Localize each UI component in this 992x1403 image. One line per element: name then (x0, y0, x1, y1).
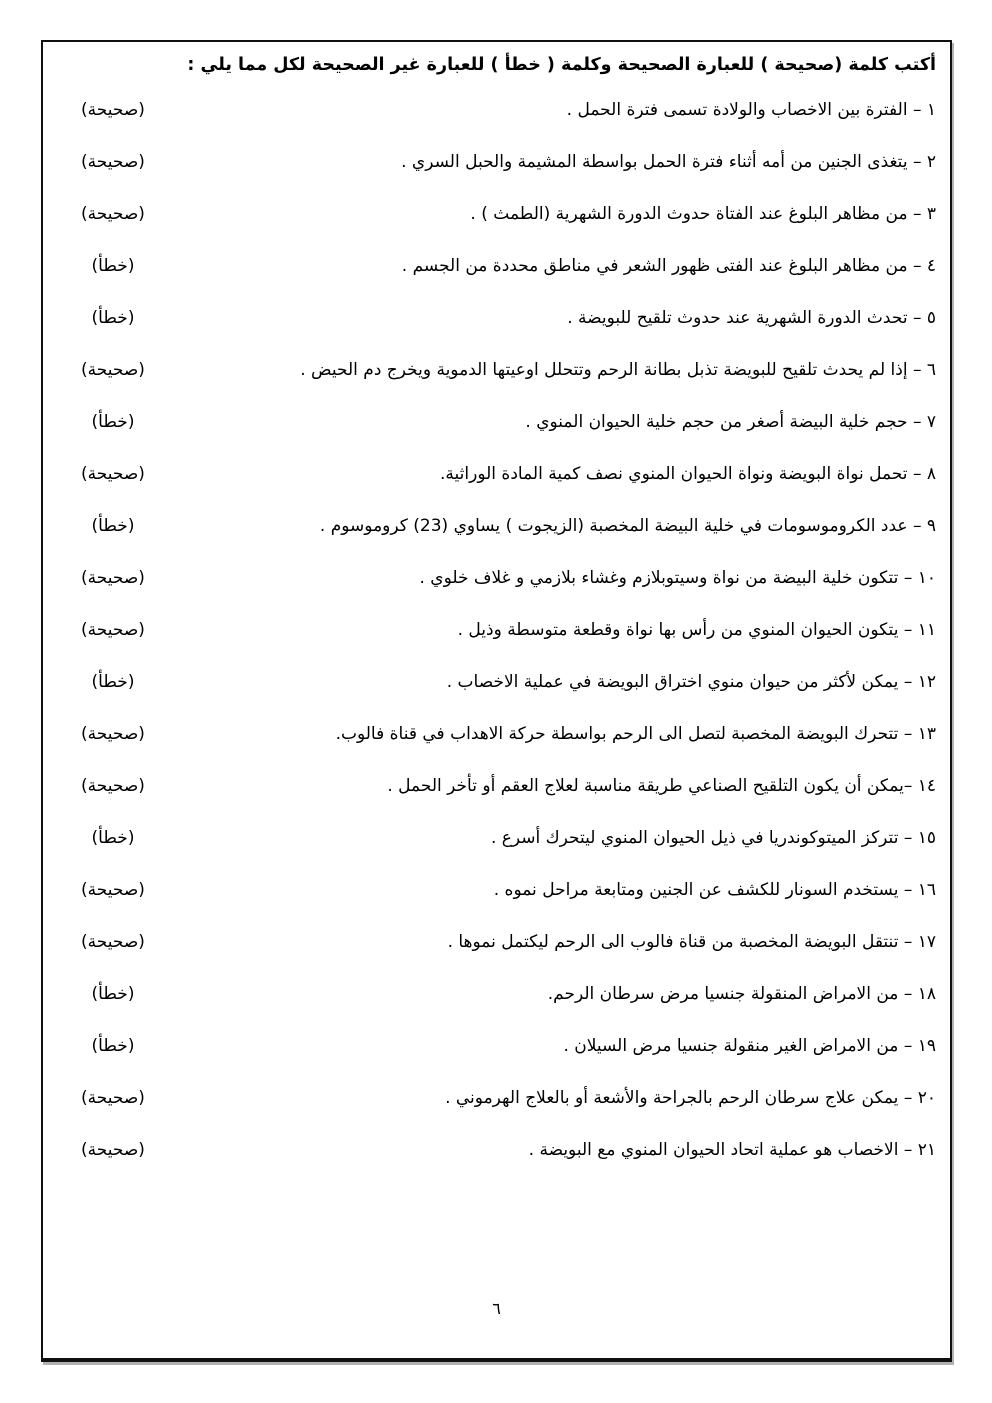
statement-row (57, 916, 936, 968)
statement-row (57, 604, 936, 656)
statement-row (57, 344, 936, 396)
answer-label: (صحيحة) (81, 620, 145, 640)
statement-row (57, 1124, 936, 1176)
answer-label: (صحيحة) (81, 776, 145, 796)
statement-row (57, 136, 936, 188)
page-number: ٦ (492, 1299, 501, 1318)
statement-row (57, 656, 936, 708)
answer-label: (صحيحة) (81, 568, 145, 588)
statement-row (57, 188, 936, 240)
answer-label: (صحيحة) (81, 724, 145, 744)
statement-row (57, 396, 936, 448)
statement-text: ١٢ – يمكن لأكثر من حيوان منوي اختراق البويضة في عملية الاخصاب . (446, 672, 936, 692)
answer-label: (صحيحة) (81, 204, 145, 224)
statement-row (57, 864, 936, 916)
statement-text: ١ – الفترة بين الاخصاب والولادة تسمى فترة الحمل . (566, 100, 936, 120)
answer-label: (خطأ) (91, 984, 135, 1004)
statement-row (57, 552, 936, 604)
answer-label: (خطأ) (91, 516, 135, 536)
statement-row (57, 292, 936, 344)
statement-text: ١٨ – من الامراض المنقولة جنسيا مرض سرطان الرحم. (547, 984, 936, 1004)
statement-row (57, 448, 936, 500)
answer-label: (صحيحة) (81, 100, 145, 120)
statement-text: ١٥ – تتركز الميتوكوندريا في ذيل الحيوان المنوي ليتحرك أسرع . (490, 828, 936, 848)
statement-text: ٥ – تحدث الدورة الشهرية عند حدوث تلقيح للبويضة . (567, 308, 936, 328)
answer-label: (صحيحة) (81, 880, 145, 900)
statement-text: ١٤ –يمكن أن يكون التلقيح الصناعي طريقة مناسبة لعلاج العقم أو تأخر الحمل . (387, 776, 936, 796)
answer-label: (خطأ) (91, 412, 135, 432)
answer-label: (خطأ) (91, 1036, 135, 1056)
statement-row (57, 240, 936, 292)
statement-text: ٢ – يتغذى الجنين من أمه أثناء فترة الحمل بواسطة المشيمة والحبل السري . (401, 152, 936, 172)
statement-text: ٨ – تحمل نواة البويضة ونواة الحيوان المنوي نصف كمية المادة الوراثية. (440, 464, 936, 484)
statement-text: ٢٠ – يمكن علاج سرطان الرحم بالجراحة والأشعة أو بالعلاج الهرموني . (445, 1088, 936, 1108)
answer-label: (صحيحة) (81, 360, 145, 380)
statement-text: ١٠ – تتكون خلية البيضة من نواة وسيتوبلازم وغشاء بلازمي و غلاف خلوي . (419, 568, 936, 588)
statement-row (57, 812, 936, 864)
answer-label: (خطأ) (91, 256, 135, 276)
answer-label: (صحيحة) (81, 932, 145, 952)
statement-text: ٤ – من مظاهر البلوغ عند الفتى ظهور الشعر في مناطق محددة من الجسم . (401, 256, 936, 276)
answer-label: (خطأ) (91, 672, 135, 692)
answer-label: (صحيحة) (81, 1088, 145, 1108)
answer-label: (صحيحة) (81, 1140, 145, 1160)
answer-label: (خطأ) (91, 828, 135, 848)
worksheet-border-frame (41, 40, 952, 1362)
statement-text: ١١ – يتكون الحيوان المنوي من رأس بها نواة وقطعة متوسطة وذيل . (457, 620, 936, 640)
statement-row (57, 968, 936, 1020)
statement-text: ٦ – إذا لم يحدث تلقيح للبويضة تذبل بطانة الرحم وتتحلل اوعيتها الدموية ويخرج دم الحيض . (300, 360, 936, 380)
statement-row (57, 1020, 936, 1072)
answer-label: (خطأ) (91, 308, 135, 328)
instructions-heading: أكتب كلمة (صحيحة ) للعبارة الصحيحة وكلمة ( خطأ ) للعبارة غير الصحيحة لكل مما يلي : (187, 55, 936, 75)
statement-row (57, 760, 936, 812)
statement-text: ١٧ – تنتقل البويضة المخصبة من قناة فالوب الى الرحم ليكتمل نموها . (447, 932, 936, 952)
answer-label: (صحيحة) (81, 464, 145, 484)
statement-text: ١٣ – تتحرك البويضة المخصبة لتصل الى الرحم بواسطة حركة الاهداب في قناة فالوب. (335, 724, 936, 744)
statement-row (57, 84, 936, 136)
statement-text: ٣ – من مظاهر البلوغ عند الفتاة حدوث الدورة الشهرية (الطمث ) . (470, 204, 936, 224)
statement-row (57, 708, 936, 760)
statement-text: ١٩ – من الامراض الغير منقولة جنسيا مرض السيلان . (563, 1036, 936, 1056)
answer-label: (صحيحة) (81, 152, 145, 172)
statement-text: ١٦ – يستخدم السونار للكشف عن الجنين ومتابعة مراحل نموه . (493, 880, 936, 900)
statement-text: ٢١ – الاخصاب هو عملية اتحاد الحيوان المنوي مع البويضة . (528, 1140, 936, 1160)
statement-text: ٩ – عدد الكروموسومات في خلية البيضة المخصبة (الزيجوت ) يساوي (23) كروموسوم . (319, 516, 936, 536)
statement-row (57, 500, 936, 552)
statements-list (57, 84, 936, 1176)
statement-text: ٧ – حجم خلية البيضة أصغر من حجم خلية الحيوان المنوي . (525, 412, 936, 432)
statement-row (57, 1072, 936, 1124)
